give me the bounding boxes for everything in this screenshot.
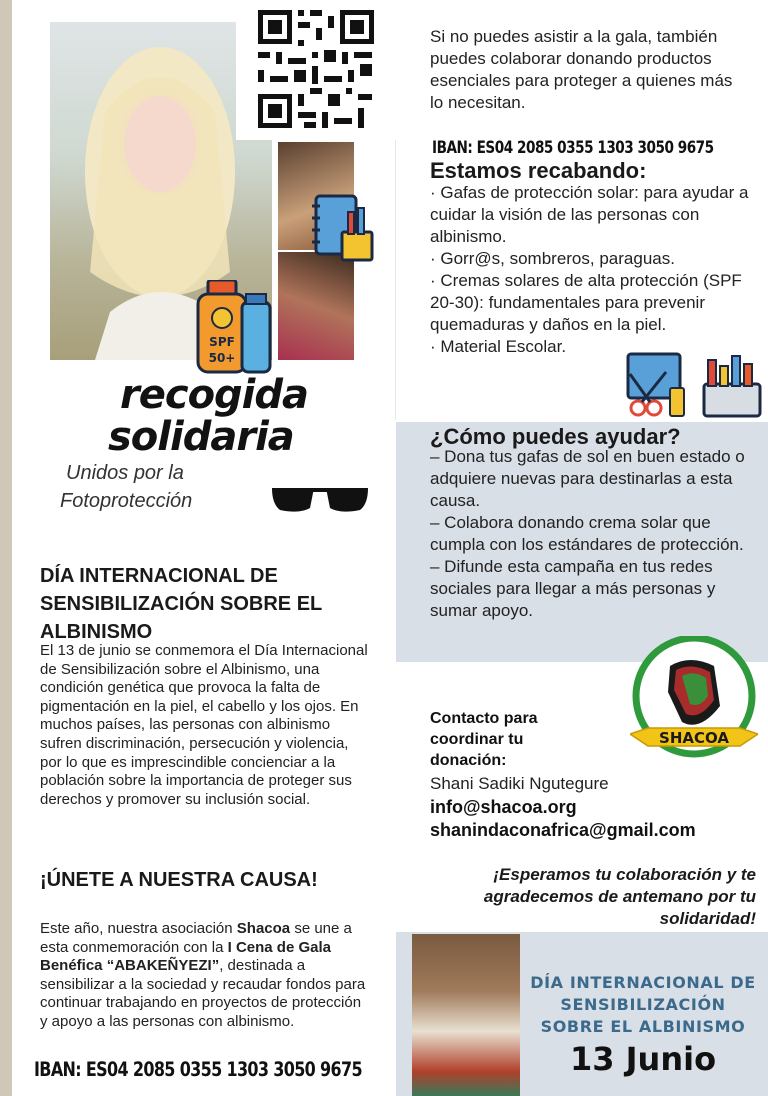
iban-bottom: IBAN: ES04 2085 0355 1303 3050 9675 <box>34 1058 362 1081</box>
recabando-list <box>430 182 750 358</box>
shacoa-logo <box>630 636 758 764</box>
bottom-children-photo <box>412 934 520 1096</box>
bottom-banner-title: DÍA INTERNACIONAL DE SENSIBILIZACIÓN SOBRE EL ALBINISMO <box>530 973 756 1036</box>
dia-body: El 13 de junio se conmemora el Día Internacional de Sensibilización sobre el Albinismo, una condición genética que provoca la falta de pigmentación en la piel, el cabello y los ojos. En muchos países, las personas con albinismo sufren discriminación, persecución y violencia, por lo que es imprescindible concienciar a la población sobre la importancia de proteger sus derechos y promover su inclusión social. <box>40 642 368 808</box>
thanks-message: ¡Esperamos tu colaboración y te agradecemos de antemano por tu solidaridad! <box>483 865 756 928</box>
contact-email-2[interactable]: shanindaconafrica@gmail.com <box>430 820 696 840</box>
unete-body-text1: Este año, nuestra asociación <box>40 920 237 937</box>
contact-email-1[interactable]: info@shacoa.org <box>430 797 577 817</box>
iban-top: IBAN: ES04 2085 0355 1303 3050 9675 <box>432 138 714 158</box>
ayudar-item: – Colabora donando crema solar que cumpla con los estándares de protección. <box>430 513 744 554</box>
recabando-item: · Gafas de protección solar: para ayudar a cuidar la visión de las personas con albinismo. <box>430 183 749 246</box>
intro-text: Si no puedes asistir a la gala, también puedes colaborar donando productos esenciales para proteger a quienes más lo necesitan. <box>430 27 733 112</box>
notebook-pencil-icon <box>310 192 378 266</box>
qr-code[interactable] <box>236 0 396 140</box>
poster-title-line1: recogida <box>120 372 309 418</box>
poster-subtitle-line1: Unidos por la <box>66 462 184 484</box>
bottom-banner-date: 13 Junio <box>569 1040 717 1078</box>
spf-number: 50+ <box>208 351 236 365</box>
unete-heading: ¡ÚNETE A NUESTRA CAUSA! <box>40 869 318 891</box>
poster-title-line2: solidaria <box>108 414 294 460</box>
recabando-heading: Estamos recabando: <box>430 158 647 183</box>
recabando-item: · Material Escolar. <box>430 337 567 356</box>
ayudar-item: – Dona tus gafas de sol en buen estado o adquiere nuevas para destinarlas a esta causa. <box>430 447 745 510</box>
recabando-item: · Gorr@s, sombreros, paraguas. <box>430 249 675 268</box>
contact-label: Contacto para coordinar tu donación: <box>430 710 538 769</box>
sunscreen-icon <box>196 280 276 376</box>
dia-heading: DÍA INTERNACIONAL DE SENSIBILIZACIÓN SOBRE EL ALBINISMO <box>40 565 322 643</box>
unete-body-gala: I Cena de Gala Benéfica “ABAKEÑYEZI” <box>40 938 331 975</box>
collage-photo-2 <box>276 250 356 362</box>
left-decor-strip <box>0 0 12 1096</box>
unete-body-text2: se une a esta conmemoración con la <box>40 920 352 956</box>
contact-name: Shani Sadiki Ngutegure <box>430 774 609 793</box>
logo-text: SHACOA <box>659 729 729 747</box>
unete-body-text3: , destinada a sensibilizar a la sociedad y recaudar fondos para continuar trabajando en proyectos de protección y apoyo a las personas con albinismo. <box>40 957 366 1030</box>
spf-text: SPF <box>209 335 235 349</box>
recabando-item: · Cremas solares de alta protección (SPF 20-30): fundamentales para prevenir quemaduras y daños en la piel. <box>430 271 742 334</box>
qr-code-icon <box>236 0 396 140</box>
ayudar-list <box>430 446 760 622</box>
unete-body-shacoa: Shacoa <box>236 920 291 937</box>
unete-body <box>40 920 372 1032</box>
ayudar-heading: ¿Cómo puedes ayudar? <box>430 424 681 449</box>
poster-subtitle-line2: Fotoprotección <box>60 490 193 512</box>
school-supplies-icon <box>626 352 764 418</box>
sunglasses-icon <box>270 484 370 516</box>
ayudar-item: – Difunde esta campaña en tus redes sociales para llegar a más personas y sumar apoyo. <box>430 557 716 620</box>
